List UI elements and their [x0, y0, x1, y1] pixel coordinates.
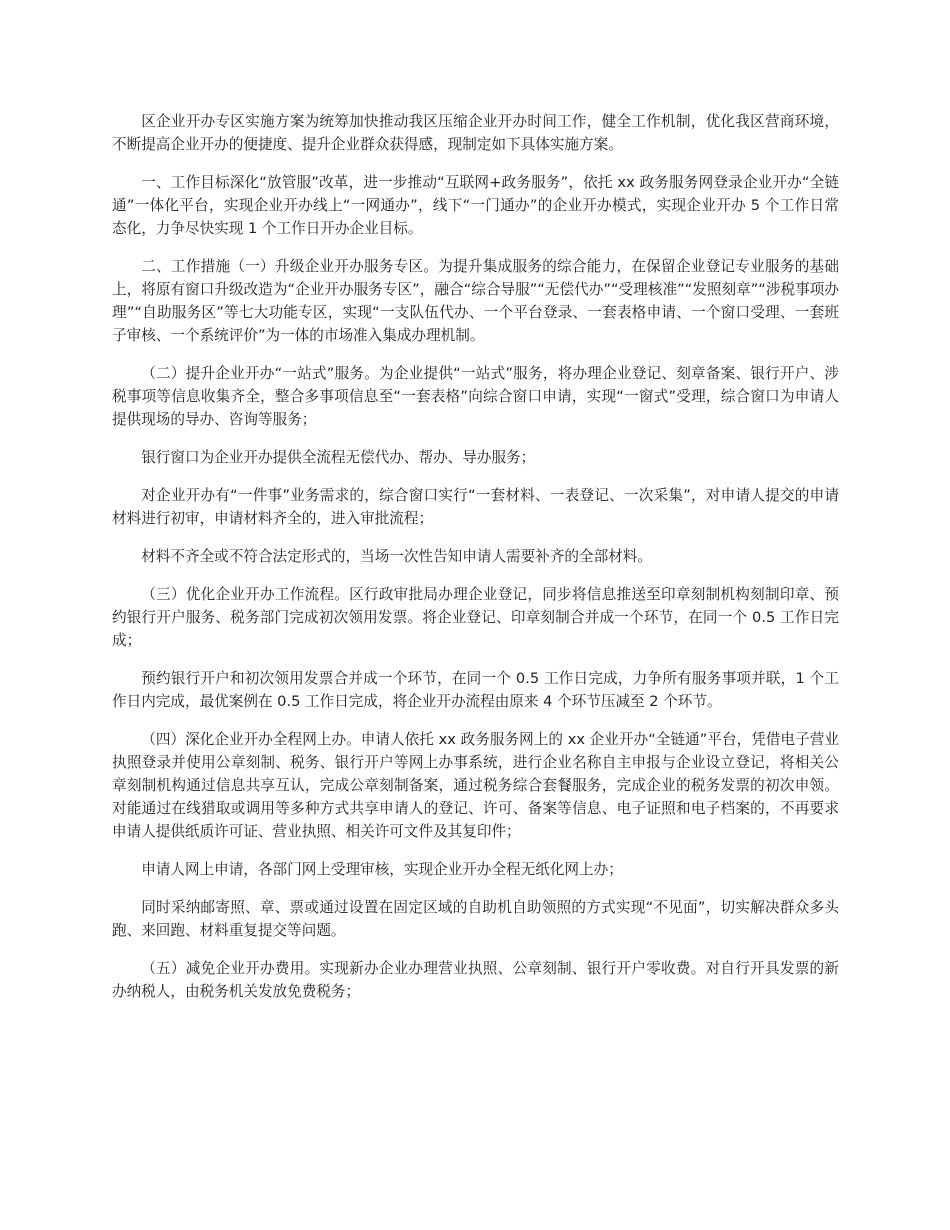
measure-two-paragraph: （二）提升企业开办“一站式”服务。为企业提供“一站式”服务，将办理企业登记、刻章备案、银行开户、涉税事项等信息收集齐全，整合多事项信息至“一套表格”向综合窗口申请，实现“一窗式”受理，综合窗口为申请人提供现场的导办、咨询等服务； [112, 365, 839, 428]
measure-one-paragraph: 二、工作措施（一）升级企业开办服务专区。为提升集成服务的综合能力，在保留企业登记专业服务的基础上，将原有窗口升级改造为“企业开办服务专区”，融合“综合导服”“无偿代办”“受理核准”“发照刻章”“涉税事项办理”“自助服务区”等七大功能专区，实现“一支队伍代办、一个平台登录、一套表格申请、一个窗口受理、一套班子审核、一个系统评价”为一体的市场准入集成办理机制。 [112, 258, 839, 344]
work-goal-paragraph: 一、工作目标深化“放管服”改革，进一步推动“互联网+政务服务”，依托 xx 政务服务网登录企业开办“全链通”一体化平台，实现企业开办线上“一网通办”，线下“一门通办”的企业开办模式，实现企业开办 5 个工作日常态化，力争尽快实现 1 个工作日开办企业目标。 [112, 174, 839, 237]
one-thing-paragraph: 对企业开办有“一件事”业务需求的，综合窗口实行“一套材料、一表登记、一次采集”，对申请人提交的申请材料进行初审，申请材料齐全的，进入审批流程； [112, 487, 839, 527]
incomplete-materials-paragraph: 材料不齐全或不符合法定形式的，当场一次性告知申请人需要补齐的全部材料。 [141, 548, 652, 565]
bank-invoice-paragraph: 预约银行开户和初次领用发票合并成一个环节，在同一个 0.5 工作日完成，力争所有服务事项并联，1 个工作日内完成，最优案例在 0.5 工作日完成，将企业开办流程由原来 4 个环节压减至 2 个环节。 [112, 670, 839, 710]
intro-paragraph: 区企业开办专区实施方案为统筹加快推动我区压缩企业开办时间工作，健全工作机制，优化我区营商环境，不断提高企业开办的便捷度、提升企业群众获得感，现制定如下具体实施方案。 [112, 113, 839, 153]
no-meeting-paragraph: 同时采纳邮寄照、章、票或通过设置在固定区域的自助机自助领照的方式实现“不见面”，切实解决群众多头跑、来回跑、材料重复提交等问题。 [112, 899, 839, 939]
bank-window-paragraph: 银行窗口为企业开办提供全流程无偿代办、帮办、导办服务； [141, 449, 536, 466]
measure-five-paragraph: （五）减免企业开办费用。实现新办企业办理营业执照、公章刻制、银行开户零收费。对自行开具发票的新办纳税人，由税务机关发放免费税务； [112, 960, 839, 1000]
document-body [112, 110, 839, 1018]
measure-three-paragraph: （三）优化企业开办工作流程。区行政审批局办理企业登记，同步将信息推送至印章刻制机构刻制印章、预约银行开户服务、税务部门完成初次领用发票。将企业登记、印章刻制合并成一个环节，在同一个 0.5 工作日完成； [112, 586, 839, 649]
measure-four-paragraph: （四）深化企业开办全程网上办。申请人依托 xx 政务服务网上的 xx 企业开办“全链通”平台，凭借电子营业执照登录并使用公章刻制、税务、银行开户等网上办事系统，进行企业名称自主申报与企业设立登记，将相关公章刻制机构通过信息共享互认，完成公章刻制备案，通过税务综合套餐服务，完成企业的税务发票的初次申领。对能通过在线猎取或调用等多种方式共享申请人的登记、许可、备案等信息、电子证照和电子档案的，不再要求申请人提供纸质许可证、营业执照、相关许可文件及其复印件； [112, 731, 839, 840]
online-application-paragraph: 申请人网上申请，各部门网上受理审核，实现企业开办全程无纸化网上办； [141, 861, 623, 878]
